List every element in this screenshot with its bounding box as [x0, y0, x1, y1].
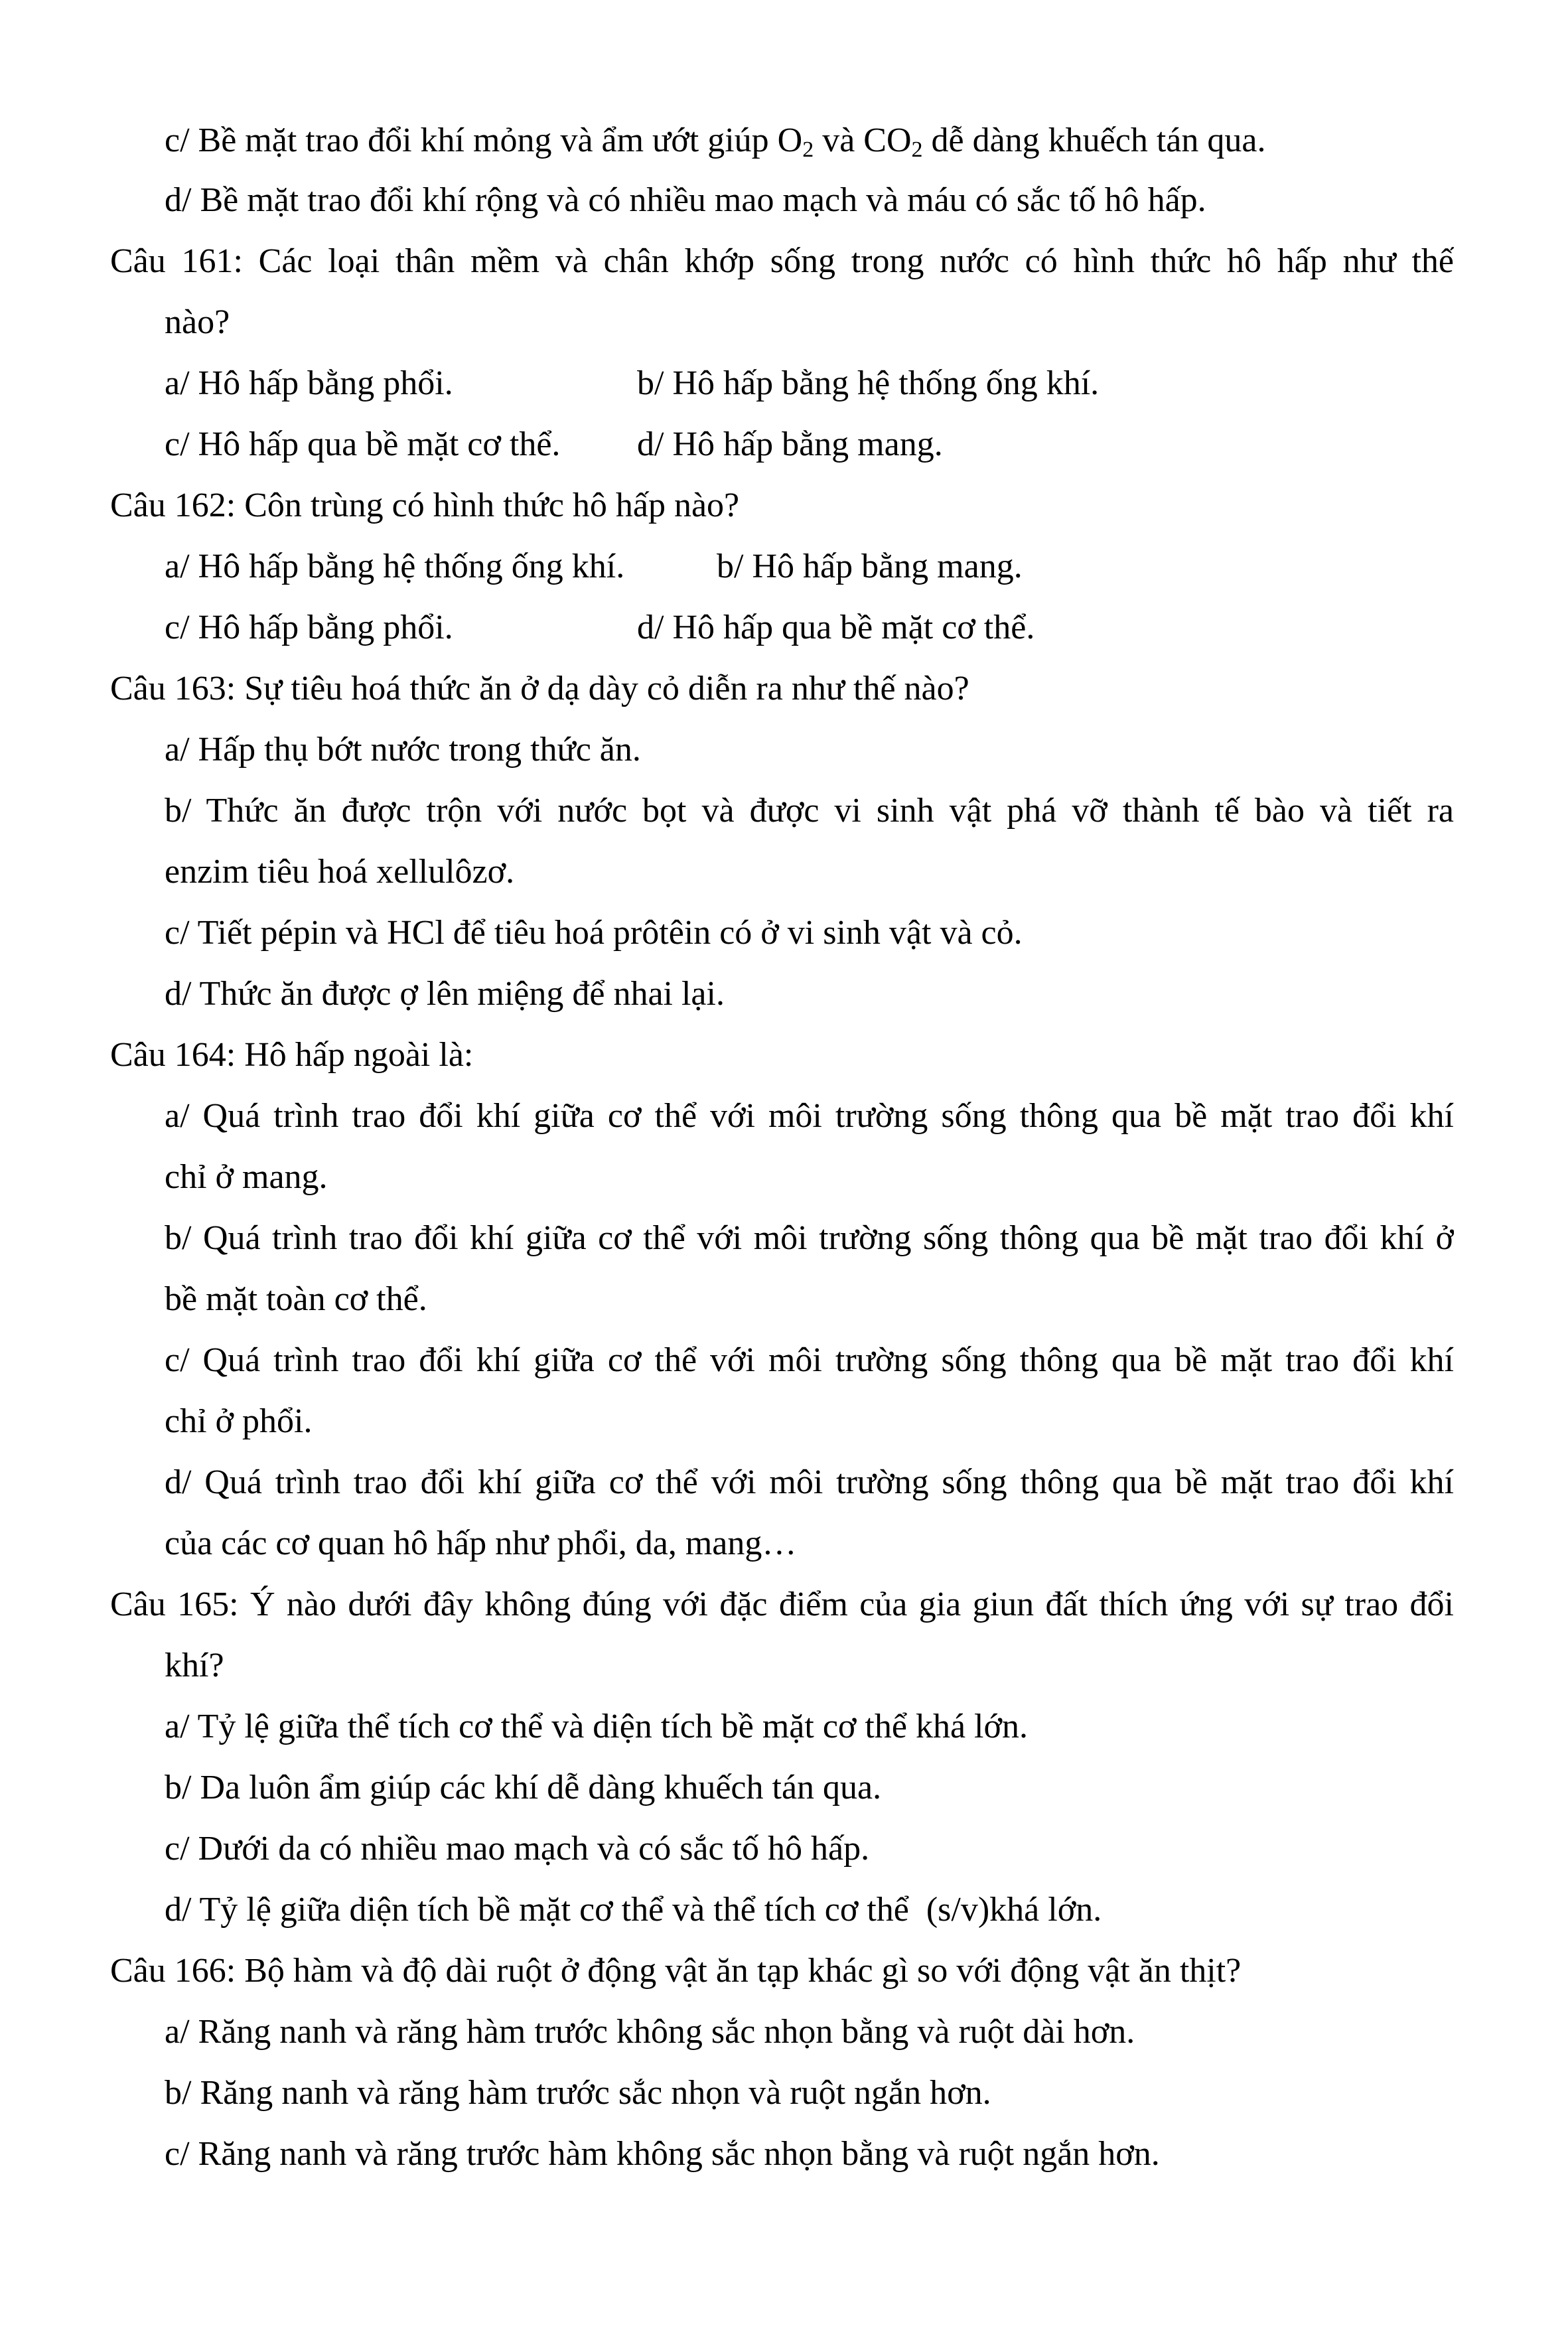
q160-option-d: d/ Bề mặt trao đổi khí rộng và có nhiều mao mạch và máu có sắc tố hô hấp. [165, 181, 1206, 219]
q165-stem-line1: Câu 165: Ý nào dưới đây không đúng với đặc điểm của gia giun đất thích ứng với sự trao đổi [110, 1585, 1454, 1623]
q163-option-a: a/ Hấp thụ bớt nước trong thức ăn. [165, 731, 641, 769]
q161-option-c: c/ Hô hấp qua bề mặt cơ thể. [165, 425, 561, 463]
q160-option-c-text-end: dễ dàng khuếch tán qua. [922, 121, 1266, 159]
q161-option-b: b/ Hô hấp bằng hệ thống ống khí. [637, 364, 1100, 402]
q162-option-a: a/ Hô hấp bằng hệ thống ống khí. [165, 548, 625, 585]
q162-stem: Câu 162: Côn trùng có hình thức hô hấp nào? [110, 486, 740, 524]
q160-option-c [165, 119, 1265, 162]
q164-option-d-line2: của các cơ quan hô hấp như phổi, da, mang… [165, 1524, 797, 1562]
q161-stem-line2: nào? [165, 303, 230, 341]
q162-options-row1 [165, 546, 1425, 588]
q164-option-b-line1: b/ Quá trình trao đổi khí giữa cơ thể với môi trường sống thông qua bề mặt trao đổi khí ở [165, 1219, 1454, 1257]
q165-option-b: b/ Da luôn ẩm giúp các khí dễ dàng khuếch tán qua. [165, 1769, 882, 1806]
q161-options-row2 [165, 423, 1425, 466]
q163-option-d: d/ Thức ăn được ợ lên miệng để nhai lại. [165, 975, 725, 1013]
q164-option-c-line1: c/ Quá trình trao đổi khí giữa cơ thể với môi trường sống thông qua bề mặt trao đổi khí [165, 1341, 1454, 1379]
q162-option-d: d/ Hô hấp qua bề mặt cơ thể. [637, 609, 1035, 646]
q162-options-row2 [165, 607, 1425, 649]
q166-option-a: a/ Răng nanh và răng hàm trước không sắc nhọn bằng và ruột dài hơn. [165, 2013, 1135, 2051]
q165-option-c: c/ Dưới da có nhiều mao mạch và có sắc tố hô hấp. [165, 1830, 870, 1868]
q164-stem: Câu 164: Hô hấp ngoài là: [110, 1036, 474, 1074]
q164-option-b-line2: bề mặt toàn cơ thể. [165, 1280, 427, 1318]
q166-option-b: b/ Răng nanh và răng hàm trước sắc nhọn và ruột ngắn hơn. [165, 2074, 991, 2112]
q163-stem: Câu 163: Sự tiêu hoá thức ăn ở dạ dày cỏ diễn ra như thế nào? [110, 670, 969, 707]
q164-option-c-line2: chỉ ở phổi. [165, 1402, 313, 1440]
q164-option-d-line1: d/ Quá trình trao đổi khí giữa cơ thể với môi trường sống thông qua bề mặt trao đổi khí [165, 1463, 1454, 1501]
q166-stem: Câu 166: Bộ hàm và độ dài ruột ở động vật ăn tạp khác gì so với động vật ăn thịt? [110, 1952, 1242, 1990]
q164-option-a-line2: chỉ ở mang. [165, 1158, 328, 1196]
q161-stem-line1: Câu 161: Các loại thân mềm và chân khớp sống trong nước có hình thức hô hấp như thế [110, 242, 1454, 280]
q162-option-b: b/ Hô hấp bằng mang. [717, 548, 1023, 585]
q161-options-row1 [165, 362, 1425, 405]
q165-option-a: a/ Tỷ lệ giữa thể tích cơ thể và diện tích bề mặt cơ thể khá lớn. [165, 1708, 1028, 1745]
q164-option-a-line1: a/ Quá trình trao đổi khí giữa cơ thể với môi trường sống thông qua bề mặt trao đổi khí [165, 1097, 1454, 1135]
q165-option-d: d/ Tỷ lệ giữa diện tích bề mặt cơ thể và thể tích cơ thể (s/v)khá lớn. [165, 1891, 1102, 1929]
q165-stem-line2: khí? [165, 1647, 224, 1684]
q160-option-c-text: c/ Bề mặt trao đổi khí mỏng và ẩm ướt giúp O [165, 121, 803, 159]
q166-option-c: c/ Răng nanh và răng trước hàm không sắc nhọn bằng và ruột ngắn hơn. [165, 2135, 1160, 2173]
subscript: 2 [911, 137, 923, 162]
q162-option-c: c/ Hô hấp bằng phổi. [165, 609, 453, 646]
q160-option-c-text-mid: và CO [814, 121, 912, 159]
q163-option-b-line1: b/ Thức ăn được trộn với nước bọt và được vi sinh vật phá vỡ thành tế bào và tiết ra [165, 792, 1454, 830]
q161-option-d: d/ Hô hấp bằng mang. [637, 425, 943, 463]
subscript: 2 [802, 137, 814, 162]
q163-option-b-line2: enzim tiêu hoá xellulôzơ. [165, 853, 515, 891]
q161-option-a: a/ Hô hấp bằng phổi. [165, 364, 453, 402]
q163-option-c: c/ Tiết pépin và HCl để tiêu hoá prôtêin có ở vi sinh vật và cỏ. [165, 914, 1023, 952]
